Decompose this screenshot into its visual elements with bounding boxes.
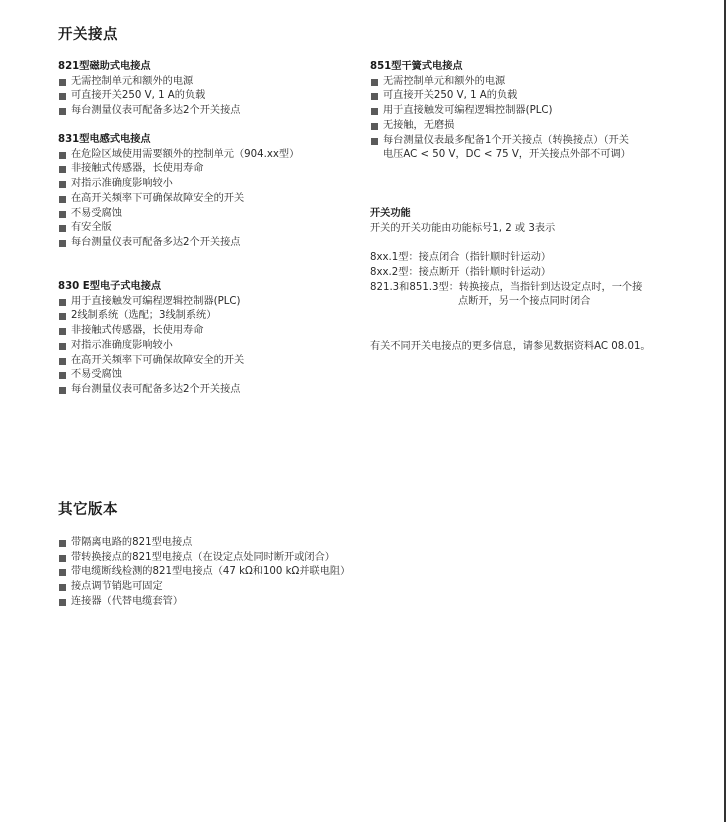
square-bullet-icon: [371, 108, 378, 115]
contact-block-830e: [58, 280, 358, 398]
square-bullet-icon: [59, 569, 66, 576]
switch-function-block: [370, 207, 700, 310]
list-item: 每台测量仪表可配备多达2个开关接点: [58, 383, 358, 398]
square-bullet-icon: [59, 540, 66, 547]
more-info-note: 有关不同开关电接点的更多信息，请参见数据资料AC 08.01。: [370, 341, 651, 352]
list-item: 无接触，无磨损: [370, 119, 690, 134]
block-title: 开关功能: [370, 208, 411, 219]
list-item: 非接触式传感器，长使用寿命: [58, 324, 358, 339]
list-item: 用于直接触发可编程逻辑控制器(PLC): [58, 295, 358, 310]
other-versions-block: [58, 536, 458, 610]
list-item: 可直接开关250 V, 1 A的负载: [58, 89, 358, 104]
square-bullet-icon: [59, 196, 66, 203]
function-line-changeover: 821.3和851.3型：转换接点，当指针到达设定点时，一个接 点断开，另一个接点同时闭合: [370, 281, 643, 308]
square-bullet-icon: [371, 123, 378, 130]
list-item: 在高开关频率下可确保故障安全的开关: [58, 354, 358, 369]
contact-block-851: [370, 60, 690, 163]
feature-list: [58, 536, 458, 610]
list-item: 带隔离电路的821型电接点: [58, 536, 458, 551]
square-bullet-icon: [59, 240, 66, 247]
square-bullet-icon: [59, 211, 66, 218]
list-item: 对指示准确度影响较小: [58, 339, 358, 354]
square-bullet-icon: [59, 343, 66, 350]
list-item: 不易受腐蚀: [58, 368, 358, 383]
block-title: 830 E型电子式电接点: [58, 281, 162, 292]
square-bullet-icon: [371, 79, 378, 86]
square-bullet-icon: [371, 138, 378, 145]
list-item: 无需控制单元和额外的电源: [58, 75, 358, 90]
switch-function-intro: 开关的开关功能由功能标号1, 2 或 3表示: [370, 222, 556, 234]
list-item: 非接触式传感器，长使用寿命: [58, 162, 358, 177]
square-bullet-icon: [59, 358, 66, 365]
list-item: 带转换接点的821型电接点（在设定点处同时断开或闭合）: [58, 551, 458, 566]
feature-list: [58, 295, 358, 398]
feature-list: [58, 148, 358, 251]
contact-block-831: [58, 133, 358, 251]
section-heading-other-versions: 其它版本: [58, 502, 118, 518]
list-item: 每台测量仪表可配备多达2个开关接点: [58, 104, 358, 119]
square-bullet-icon: [59, 225, 66, 232]
list-item: 在高开关频率下可确保故障安全的开关: [58, 192, 358, 207]
contact-block-821: [58, 60, 358, 119]
square-bullet-icon: [59, 584, 66, 591]
feature-list: [370, 75, 690, 163]
list-item: 有安全版: [58, 221, 358, 236]
square-bullet-icon: [59, 387, 66, 394]
list-item: 对指示准确度影响较小: [58, 177, 358, 192]
section-heading-switch-contacts: 开关接点: [58, 27, 118, 43]
square-bullet-icon: [59, 599, 66, 606]
list-item: 接点调节销匙可固定: [58, 580, 458, 595]
square-bullet-icon: [59, 108, 66, 115]
list-item: 在危险区域使用需要额外的控制单元（904.xx型）: [58, 148, 358, 163]
square-bullet-icon: [59, 181, 66, 188]
list-item: 无需控制单元和额外的电源: [370, 75, 690, 90]
list-item: 连接器（代替电缆套管）: [58, 595, 458, 610]
square-bullet-icon: [59, 313, 66, 320]
square-bullet-icon: [59, 166, 66, 173]
function-line-open: 8xx.2型：接点断开（指针顺时针运动）: [370, 266, 552, 278]
function-line-close: 8xx.1型：接点闭合（指针顺时针运动）: [370, 252, 552, 264]
list-item: 带电缆断线检测的821型电接点（47 kΩ和100 kΩ并联电阻）: [58, 565, 458, 580]
list-item: 每台测量仪表最多配备1个开关接点（转换接点）（开关 电压AC < 50 V，DC < 75 V，开关接点外部不可调）: [370, 134, 690, 163]
list-item: 可直接开关250 V, 1 A的负载: [370, 89, 690, 104]
list-item: 2线制系统（选配；3线制系统）: [58, 309, 358, 324]
list-item: 每台测量仪表可配备多达2个开关接点: [58, 236, 358, 251]
feature-list: [58, 75, 358, 119]
list-item: 用于直接触发可编程逻辑控制器(PLC): [370, 104, 690, 119]
square-bullet-icon: [59, 152, 66, 159]
square-bullet-icon: [59, 328, 66, 335]
square-bullet-icon: [59, 372, 66, 379]
block-title: 821型磁助式电接点: [58, 61, 151, 72]
list-item: 不易受腐蚀: [58, 207, 358, 222]
square-bullet-icon: [59, 555, 66, 562]
block-title: 851型干簧式电接点: [370, 61, 463, 72]
square-bullet-icon: [371, 93, 378, 100]
square-bullet-icon: [59, 93, 66, 100]
square-bullet-icon: [59, 299, 66, 306]
block-title: 831型电感式电接点: [58, 134, 151, 145]
square-bullet-icon: [59, 79, 66, 86]
